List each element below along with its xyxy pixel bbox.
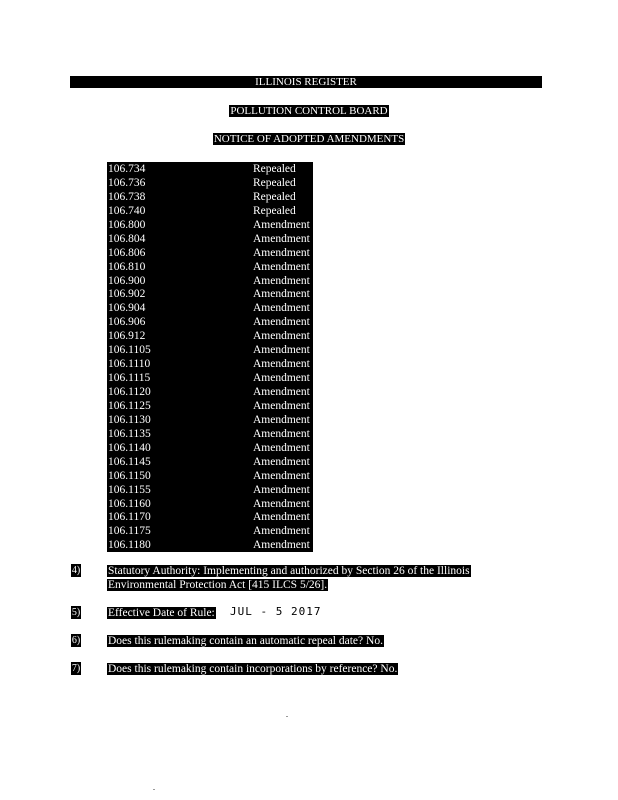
section-row: [107, 218, 313, 232]
section-action: Amendment: [253, 358, 310, 371]
section-action: Repealed: [253, 163, 296, 175]
effective-date-label: Effective Date of Rule:: [108, 607, 215, 619]
section-action: Repealed: [253, 176, 296, 189]
section-number: 106.740: [108, 204, 146, 217]
section-action: Amendment: [253, 399, 310, 412]
section-row: [107, 232, 313, 246]
item-4-number: 4): [71, 565, 81, 576]
section-number: 106.734: [108, 163, 146, 175]
item-5-number: 5): [71, 607, 81, 618]
section-list: [107, 162, 313, 552]
incorporation-question: Does this rulemaking contain incorporations by reference? No.: [108, 663, 398, 675]
section-row: [107, 204, 313, 218]
section-row: [107, 287, 313, 301]
section-action: Amendment: [253, 218, 310, 231]
section-action: Amendment: [253, 455, 310, 468]
scan-speck: [286, 716, 288, 717]
section-action: Amendment: [253, 539, 310, 552]
section-row: [107, 176, 313, 190]
section-number: 106.1180: [108, 539, 151, 552]
section-row: [107, 427, 313, 441]
section-action: Amendment: [253, 469, 310, 482]
section-number: 106.810: [108, 260, 146, 273]
section-number: 106.1125: [108, 399, 151, 412]
section-number: 106.1130: [108, 413, 151, 426]
section-row: [107, 162, 313, 176]
section-row: [107, 357, 313, 371]
item-7-number: 7): [71, 663, 81, 674]
section-number: 106.1135: [108, 427, 151, 440]
section-number: 106.806: [108, 246, 146, 259]
section-row: [107, 413, 313, 427]
section-number: 106.912: [108, 330, 146, 343]
section-row: [107, 510, 313, 524]
register-title: ILLINOIS REGISTER: [255, 76, 357, 88]
section-action: Amendment: [253, 525, 310, 538]
section-number: 106.904: [108, 302, 146, 315]
section-row: [107, 455, 313, 469]
section-action: Amendment: [253, 302, 310, 315]
section-number: 106.804: [108, 232, 146, 245]
section-action: Amendment: [253, 344, 310, 357]
section-action: Amendment: [253, 246, 310, 259]
section-row: [107, 441, 313, 455]
section-number: 106.906: [108, 316, 146, 329]
notice-title: NOTICE OF ADOPTED AMENDMENTS: [213, 133, 405, 145]
section-action: Amendment: [253, 372, 310, 385]
repeal-date-question: Does this rulemaking contain an automatic repeal date? No.: [108, 635, 383, 647]
item-4-line-1: Statutory Authority: Implementing and authorized by Section 26 of the Illinois: [108, 565, 470, 577]
section-row: [107, 524, 313, 538]
section-number: 106.900: [108, 274, 146, 287]
section-number: 106.1160: [108, 497, 151, 510]
item-4-line-2: Environmental Protection Act [415 ILCS 5/26].: [108, 579, 328, 591]
section-number: 106.1110: [108, 358, 151, 371]
section-number: 106.1105: [108, 344, 151, 357]
section-row: [107, 371, 313, 385]
section-number: 106.902: [108, 288, 146, 301]
section-action: Amendment: [253, 483, 310, 496]
notice-line: [0, 133, 618, 145]
section-action: Amendment: [253, 511, 310, 524]
section-action: Repealed: [253, 190, 296, 203]
section-number: 106.1175: [108, 525, 151, 538]
section-number: 106.800: [108, 218, 146, 231]
section-number: 106.1155: [108, 483, 151, 496]
agency-line: [0, 105, 618, 117]
section-number: 106.1140: [108, 441, 151, 454]
agency-name: POLLUTION CONTROL BOARD: [230, 105, 388, 117]
section-number: 106.738: [108, 190, 146, 203]
section-number: 106.736: [108, 176, 146, 189]
section-row: [107, 190, 313, 204]
handwritten-date: JUL - 5 2017: [230, 605, 322, 618]
section-row: [107, 329, 313, 343]
section-action: Amendment: [253, 330, 310, 343]
section-action: Amendment: [253, 441, 310, 454]
section-number: 106.1170: [108, 511, 151, 524]
scan-speck: [153, 789, 155, 790]
section-number: 106.1120: [108, 386, 151, 398]
section-row: [107, 469, 313, 483]
section-row: [107, 538, 313, 552]
section-row: [107, 301, 313, 315]
section-row: [107, 497, 313, 511]
section-action: Amendment: [253, 260, 310, 273]
section-row: [107, 385, 313, 399]
section-row: [107, 483, 313, 497]
section-row: [107, 315, 313, 329]
section-action: Amendment: [253, 288, 310, 301]
section-action: Amendment: [253, 232, 310, 245]
section-number: 106.1115: [108, 372, 151, 385]
section-action: Amendment: [253, 497, 310, 510]
section-action: Amendment: [253, 316, 310, 329]
section-action: Repealed: [253, 204, 296, 217]
item-6-number: 6): [71, 635, 81, 646]
section-row: [107, 274, 313, 288]
section-row: [107, 260, 313, 274]
section-row: [107, 246, 313, 260]
section-number: 106.1150: [108, 469, 151, 482]
section-action: Amendment: [253, 413, 310, 426]
section-number: 106.1145: [108, 455, 151, 468]
section-row: [107, 399, 313, 413]
section-action: Amendment: [253, 427, 310, 440]
section-action: Amendment: [253, 386, 310, 398]
section-row: [107, 343, 313, 357]
section-action: Amendment: [253, 274, 310, 287]
register-title-bar: [70, 76, 542, 88]
